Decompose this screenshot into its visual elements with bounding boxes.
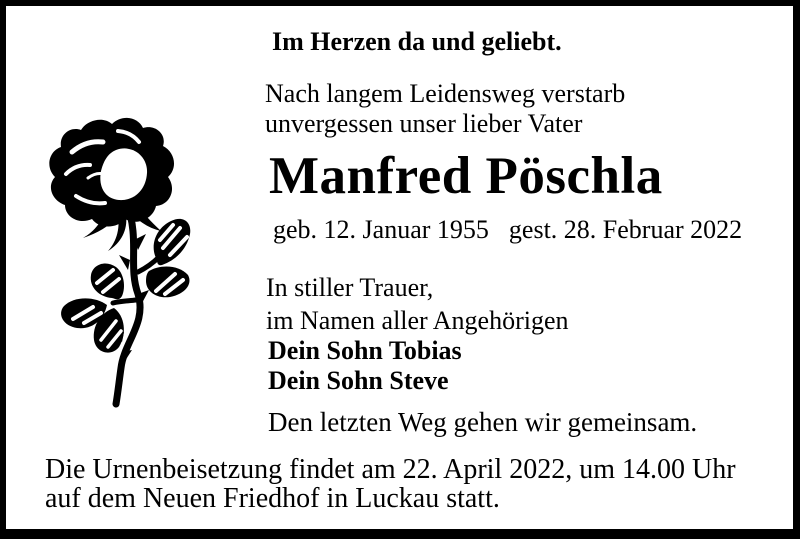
funeral-line-2: auf dem Neuen Friedhof in Luckau statt. [45, 483, 500, 514]
deceased-name: Manfred Pöschla [269, 147, 663, 205]
intro-line-1: Nach langem Leidensweg verstarb [265, 79, 626, 108]
mourner-line-2: Dein Sohn Steve [268, 366, 449, 395]
mourning-line-2: im Namen aller Angehörigen [266, 306, 569, 335]
funeral-line-1: Die Urnenbeisetzung findet am 22. April 2022, um 14.00 Uhr [45, 454, 736, 485]
rose-icon [40, 115, 215, 410]
farewell-line: Den letzten Weg gehen wir gemeinsam. [268, 407, 698, 437]
birth-date: geb. 12. Januar 1955 [273, 215, 489, 244]
life-dates [273, 217, 742, 243]
mourning-text [266, 271, 569, 337]
epigraph-line: Im Herzen da und geliebt. [272, 27, 562, 56]
funeral-announcement [45, 455, 736, 513]
death-date: gest. 28. Februar 2022 [508, 215, 743, 244]
mourning-line-1: In stiller Trauer, [266, 273, 434, 302]
intro-line-2: unvergessen unser lieber Vater [265, 109, 583, 138]
intro-text [265, 79, 625, 139]
mourner-line-1: Dein Sohn Tobias [268, 336, 462, 365]
mourners-list [268, 336, 462, 396]
